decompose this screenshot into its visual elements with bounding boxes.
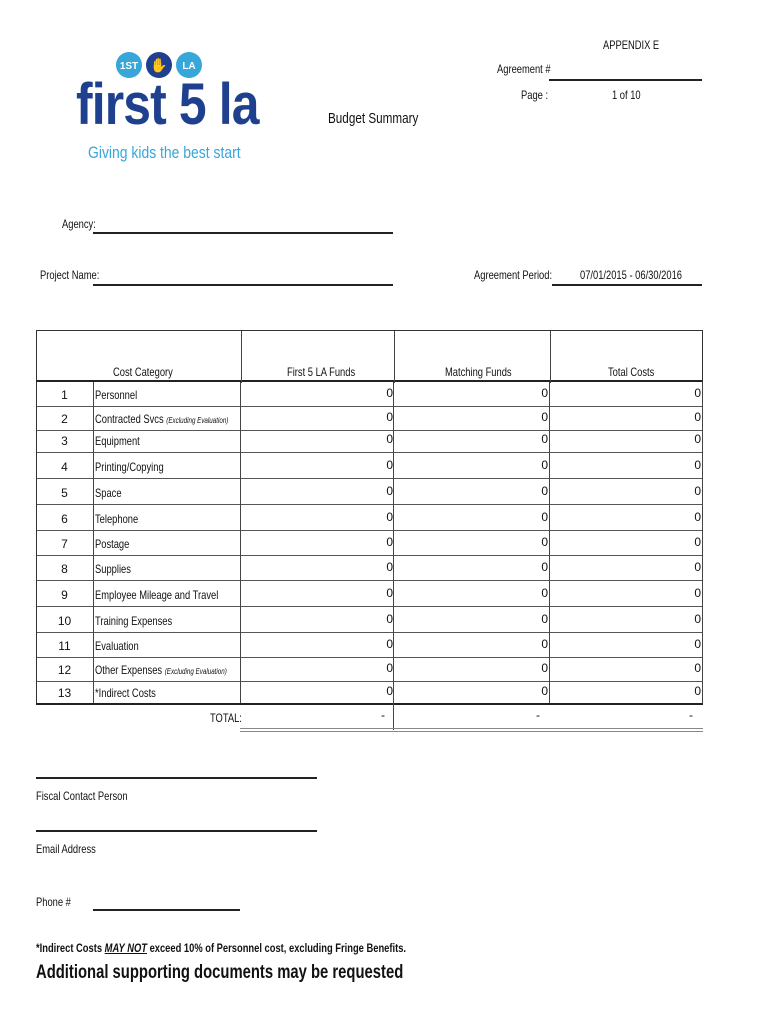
project-name-field[interactable] (93, 284, 393, 286)
phone-label: Phone # (36, 895, 71, 909)
agency-field[interactable] (93, 232, 393, 234)
row-matching-value[interactable]: 0 (541, 386, 548, 400)
logo-wordmark: first 5 la (76, 72, 259, 137)
row-total-value: 0 (694, 410, 701, 424)
row-total-value: 0 (694, 458, 701, 472)
row-category: Postage (95, 537, 130, 551)
agreement-period-value: 07/01/2015 - 06/30/2016 (580, 268, 683, 282)
row-first5la-value[interactable]: 0 (386, 432, 393, 446)
row-number: 11 (58, 639, 71, 653)
total-costs: - (689, 708, 693, 722)
table-row (36, 657, 703, 681)
row-number: 12 (57, 663, 72, 677)
row-number: 4 (61, 460, 68, 474)
row-first5la-value[interactable]: 0 (386, 484, 393, 498)
row-category: Evaluation (95, 639, 139, 653)
row-matching-value[interactable]: 0 (541, 510, 548, 524)
row-matching-value[interactable]: 0 (541, 684, 548, 698)
row-first5la-value[interactable]: 0 (386, 612, 393, 626)
row-total-value: 0 (694, 684, 701, 698)
table-row (36, 452, 703, 478)
row-first5la-value[interactable]: 0 (386, 637, 393, 651)
header-matching-funds: Matching Funds (445, 365, 512, 379)
row-number: 13 (57, 686, 72, 700)
table-row (36, 382, 703, 406)
row-matching-value[interactable]: 0 (541, 535, 548, 549)
agreement-label: Agreement # (497, 62, 551, 76)
row-total-value: 0 (694, 432, 701, 446)
first5la-logo (76, 47, 259, 167)
page-value: 1 of 10 (612, 88, 641, 102)
page-title: Budget Summary (328, 110, 419, 127)
logo-hand-icon: ✋ (150, 58, 168, 74)
fiscal-contact-field[interactable] (36, 777, 317, 779)
table-row (36, 430, 703, 452)
row-number: 2 (61, 412, 68, 426)
row-first5la-value[interactable]: 0 (386, 410, 393, 424)
row-category: Training Expenses (95, 614, 173, 628)
total-label: TOTAL: (210, 711, 242, 725)
row-category: *Indirect Costs (95, 686, 156, 700)
row-total-value: 0 (694, 386, 701, 400)
row-category: Supplies (95, 562, 131, 576)
header-cost-category: Cost Category (113, 365, 173, 379)
table-row (36, 530, 703, 555)
table-row (36, 504, 703, 530)
row-first5la-value[interactable]: 0 (386, 684, 393, 698)
row-total-value: 0 (694, 637, 701, 651)
row-total-value: 0 (694, 586, 701, 600)
row-matching-value[interactable]: 0 (541, 637, 548, 651)
row-total-value: 0 (694, 661, 701, 675)
project-name-label: Project Name: (40, 268, 100, 282)
logo-tagline: Giving kids the best start (88, 143, 241, 162)
row-matching-value[interactable]: 0 (541, 432, 548, 446)
row-matching-value[interactable]: 0 (541, 586, 548, 600)
logo-circle-3: LA (182, 61, 196, 72)
row-matching-value[interactable]: 0 (541, 484, 548, 498)
table-row (36, 606, 703, 632)
row-total-value: 0 (694, 612, 701, 626)
total-matching: - (536, 708, 540, 722)
row-number: 8 (61, 562, 68, 576)
row-total-value: 0 (694, 484, 701, 498)
row-category: Space (95, 486, 122, 500)
table-row (36, 681, 703, 704)
agreement-period-field (552, 284, 702, 286)
header-first5la-funds: First 5 LA Funds (287, 365, 356, 379)
table-row (36, 632, 703, 657)
agreement-period-label: Agreement Period: (474, 268, 553, 282)
row-first5la-value[interactable]: 0 (386, 458, 393, 472)
row-matching-value[interactable]: 0 (541, 612, 548, 626)
email-label: Email Address (36, 842, 96, 856)
row-number: 1 (61, 388, 68, 402)
row-total-value: 0 (694, 510, 701, 524)
total-first5la: - (381, 708, 385, 722)
row-number: 5 (61, 486, 68, 500)
row-first5la-value[interactable]: 0 (386, 560, 393, 574)
phone-field[interactable] (93, 909, 240, 911)
row-matching-value[interactable]: 0 (541, 560, 548, 574)
table-row (36, 406, 703, 430)
agreement-number-field[interactable] (549, 79, 702, 81)
row-first5la-value[interactable]: 0 (386, 661, 393, 675)
row-first5la-value[interactable]: 0 (386, 586, 393, 600)
row-number: 6 (61, 512, 68, 526)
logo-circle-1: 1ST (119, 61, 139, 72)
row-category: Telephone (95, 512, 139, 526)
row-category: Other Expenses (Excluding Evaluation) (95, 663, 227, 677)
row-number: 9 (61, 588, 68, 602)
row-number: 10 (57, 614, 72, 628)
appendix-label: APPENDIX E (603, 38, 660, 52)
row-total-value: 0 (694, 560, 701, 574)
page-label: Page : (521, 88, 549, 102)
table-row (36, 478, 703, 504)
row-number: 7 (61, 537, 68, 551)
table-row (36, 580, 703, 606)
row-category: Employee Mileage and Travel (95, 588, 219, 602)
row-first5la-value[interactable]: 0 (386, 535, 393, 549)
row-first5la-value[interactable]: 0 (386, 510, 393, 524)
row-matching-value[interactable]: 0 (541, 661, 548, 675)
header-total-costs: Total Costs (608, 365, 655, 379)
fiscal-contact-label: Fiscal Contact Person (36, 789, 128, 803)
row-category: Personnel (95, 388, 138, 402)
table-header (36, 330, 703, 382)
row-total-value: 0 (694, 535, 701, 549)
row-category: Printing/Copying (95, 460, 164, 474)
row-number: 3 (61, 434, 68, 448)
row-category: Equipment (95, 434, 140, 448)
indirect-cost-note: *Indirect Costs MAY NOT exceed 10% of Personnel cost, excluding Fringe Benefits. (36, 941, 407, 955)
row-matching-value[interactable]: 0 (541, 410, 548, 424)
row-first5la-value[interactable]: 0 (386, 386, 393, 400)
agency-label: Agency: (62, 217, 96, 231)
row-matching-value[interactable]: 0 (541, 458, 548, 472)
row-category: Contracted Svcs (Excluding Evaluation) (95, 412, 229, 426)
table-row (36, 555, 703, 580)
additional-docs-note: Additional supporting documents may be requested (36, 962, 404, 983)
email-field[interactable] (36, 830, 317, 832)
